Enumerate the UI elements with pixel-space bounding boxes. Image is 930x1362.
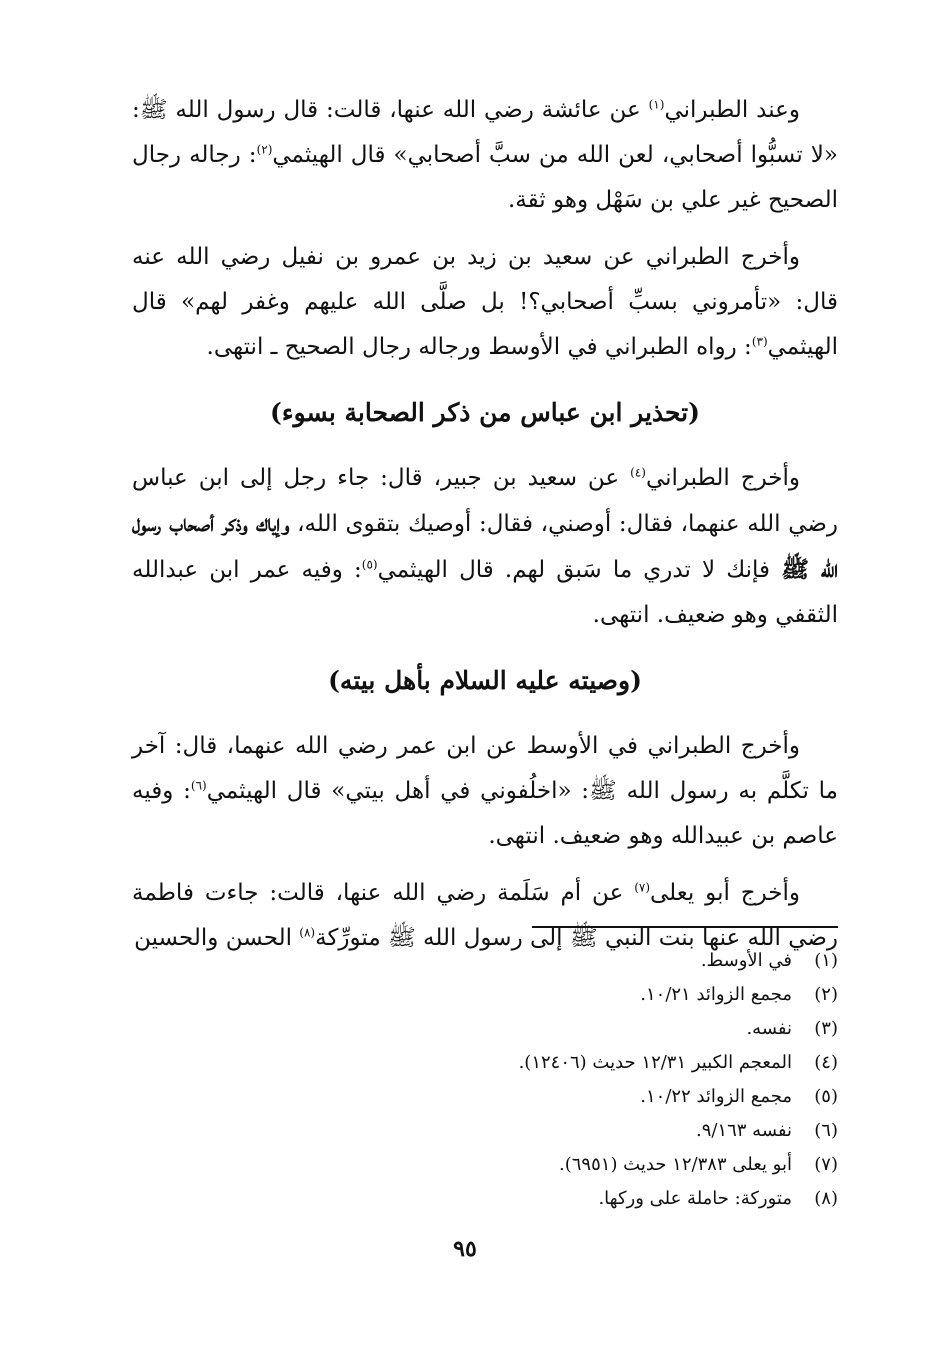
footnote-text: نفسه. xyxy=(746,1018,792,1039)
paragraph-text: وأخرج الطبراني عن سعيد بن زيد بن عمرو بن نفيل رضي الله عنه قال: «تأمروني بسبِّ أصحابي؟! بل صلَّى الله عليهم وغفر لهم» قال الهيثمي xyxy=(132,244,838,360)
footnote-text: في الأوسط. xyxy=(700,950,792,971)
paragraph-text: وأخرج الطبراني في الأوسط عن ابن عمر رضي الله عنهما، قال: آخر ما تكلَّم به رسول الله ﷺ: «اخلُفوني في أهل بيتي» قال الهيثمي xyxy=(132,733,838,804)
footnote-separator xyxy=(532,926,838,928)
section-heading: (تحذير ابن عباس من ذكر الصحابة بسوء) xyxy=(270,398,700,427)
footnote-item xyxy=(318,944,838,978)
footnote-ref: (٦) xyxy=(190,778,207,793)
footnote-item xyxy=(318,1080,838,1114)
main-text xyxy=(132,88,838,973)
footnote-number: (٨) xyxy=(814,1188,838,1209)
paragraph-ibn-abbas xyxy=(132,456,838,638)
footnote-number: (٤) xyxy=(814,1052,838,1073)
footnote-ref: (٥) xyxy=(361,557,378,572)
paragraph-text: عن أم سَلَمة رضي الله عنها، قالت: جاءت فاطمة رضي الله عنها بنت النبي ﷺ إلى رسول الله ﷺ متورِّكة xyxy=(132,880,838,951)
footnotes xyxy=(318,944,838,1216)
paragraph-said-ibn-zayd xyxy=(132,235,838,370)
paragraph-ibn-umar xyxy=(132,724,838,859)
paragraph-text: عن سعيد بن جبير، قال: جاء رجل إلى ابن عباس رضي الله عنهما، فقال: أوصني، فقال: أوصيك بتقوى الله، xyxy=(132,465,838,537)
footnote-item xyxy=(318,978,838,1012)
footnote-text: نفسه ٩/١٦٣. xyxy=(695,1120,792,1141)
paragraph-text: : وفيه عاصم بن عبيدالله وهو ضعيف. انتهى. xyxy=(132,778,838,849)
footnote-text: أبو يعلى ١٢/٣٨٣ حديث (٦٩٥١). xyxy=(559,1154,792,1175)
footnote-number: (١) xyxy=(814,950,838,971)
paragraph-text: عن عائشة رضي الله عنها، قالت: قال رسول الله ﷺ: «لا تسبُّوا أصحابي، لعن الله من سبَّ أصحابي» قال الهيثمي xyxy=(132,97,838,168)
footnote-item xyxy=(318,1148,838,1182)
footnote-text: متوركة: حاملة على وركها. xyxy=(598,1188,792,1209)
paragraph-text: : وفيه عمر ابن عبدالله الثقفي وهو ضعيف. انتهى. xyxy=(132,557,838,628)
paragraph-text: : رواه الطبراني في الأوسط ورجاله رجال الصحيح ـ انتهى. xyxy=(206,334,752,360)
paragraph-text: وعند الطبراني xyxy=(664,97,801,123)
footnote-number: (٣) xyxy=(814,1018,838,1039)
footnote-text: مجمع الزوائد ١٠/٢٢. xyxy=(640,1086,792,1107)
paragraph-text: : رجاله رجال الصحيح غير علي بن سَهْل وهو ثقة. xyxy=(132,142,838,213)
footnote-ref: (٧) xyxy=(634,880,651,895)
footnote-text: المعجم الكبير ١٢/٣١ حديث (١٢٤٠٦). xyxy=(518,1052,792,1073)
footnote-number: (٧) xyxy=(814,1154,838,1175)
page-number: ٩٥ xyxy=(453,1236,477,1262)
section-heading: (وصيته عليه السلام بأهل بيته) xyxy=(328,666,642,695)
paragraph-text: وأخرج الطبراني xyxy=(645,465,800,491)
paragraph-text: وأخرج أبو يعلى xyxy=(650,880,800,906)
footnote-number: (٦) xyxy=(814,1120,838,1141)
footnote-item xyxy=(318,1182,838,1216)
footnote-ref: (٨) xyxy=(299,925,316,940)
footnote-ref: (١) xyxy=(648,97,665,112)
footnote-number: (٥) xyxy=(814,1086,838,1107)
footnote-item xyxy=(318,1114,838,1148)
footnote-ref: (٣) xyxy=(751,334,768,349)
footnote-ref: (٢) xyxy=(256,142,273,157)
footnote-text: مجمع الزوائد ١٠/٢١. xyxy=(640,984,792,1005)
footnote-number: (٢) xyxy=(814,984,838,1005)
paragraph-text: فإنك لا تدري ما سَبق لهم. قال الهيثمي xyxy=(377,557,782,583)
footnote-item xyxy=(318,1012,838,1046)
emphasized-text: وإياك وذكر أصحاب رسول الله ﷺ xyxy=(132,510,838,583)
paragraph-aisha xyxy=(132,88,838,223)
footnote-item xyxy=(318,1046,838,1080)
paragraph-text: الحسن والحسين xyxy=(134,925,300,951)
footnote-ref: (٤) xyxy=(630,465,646,480)
